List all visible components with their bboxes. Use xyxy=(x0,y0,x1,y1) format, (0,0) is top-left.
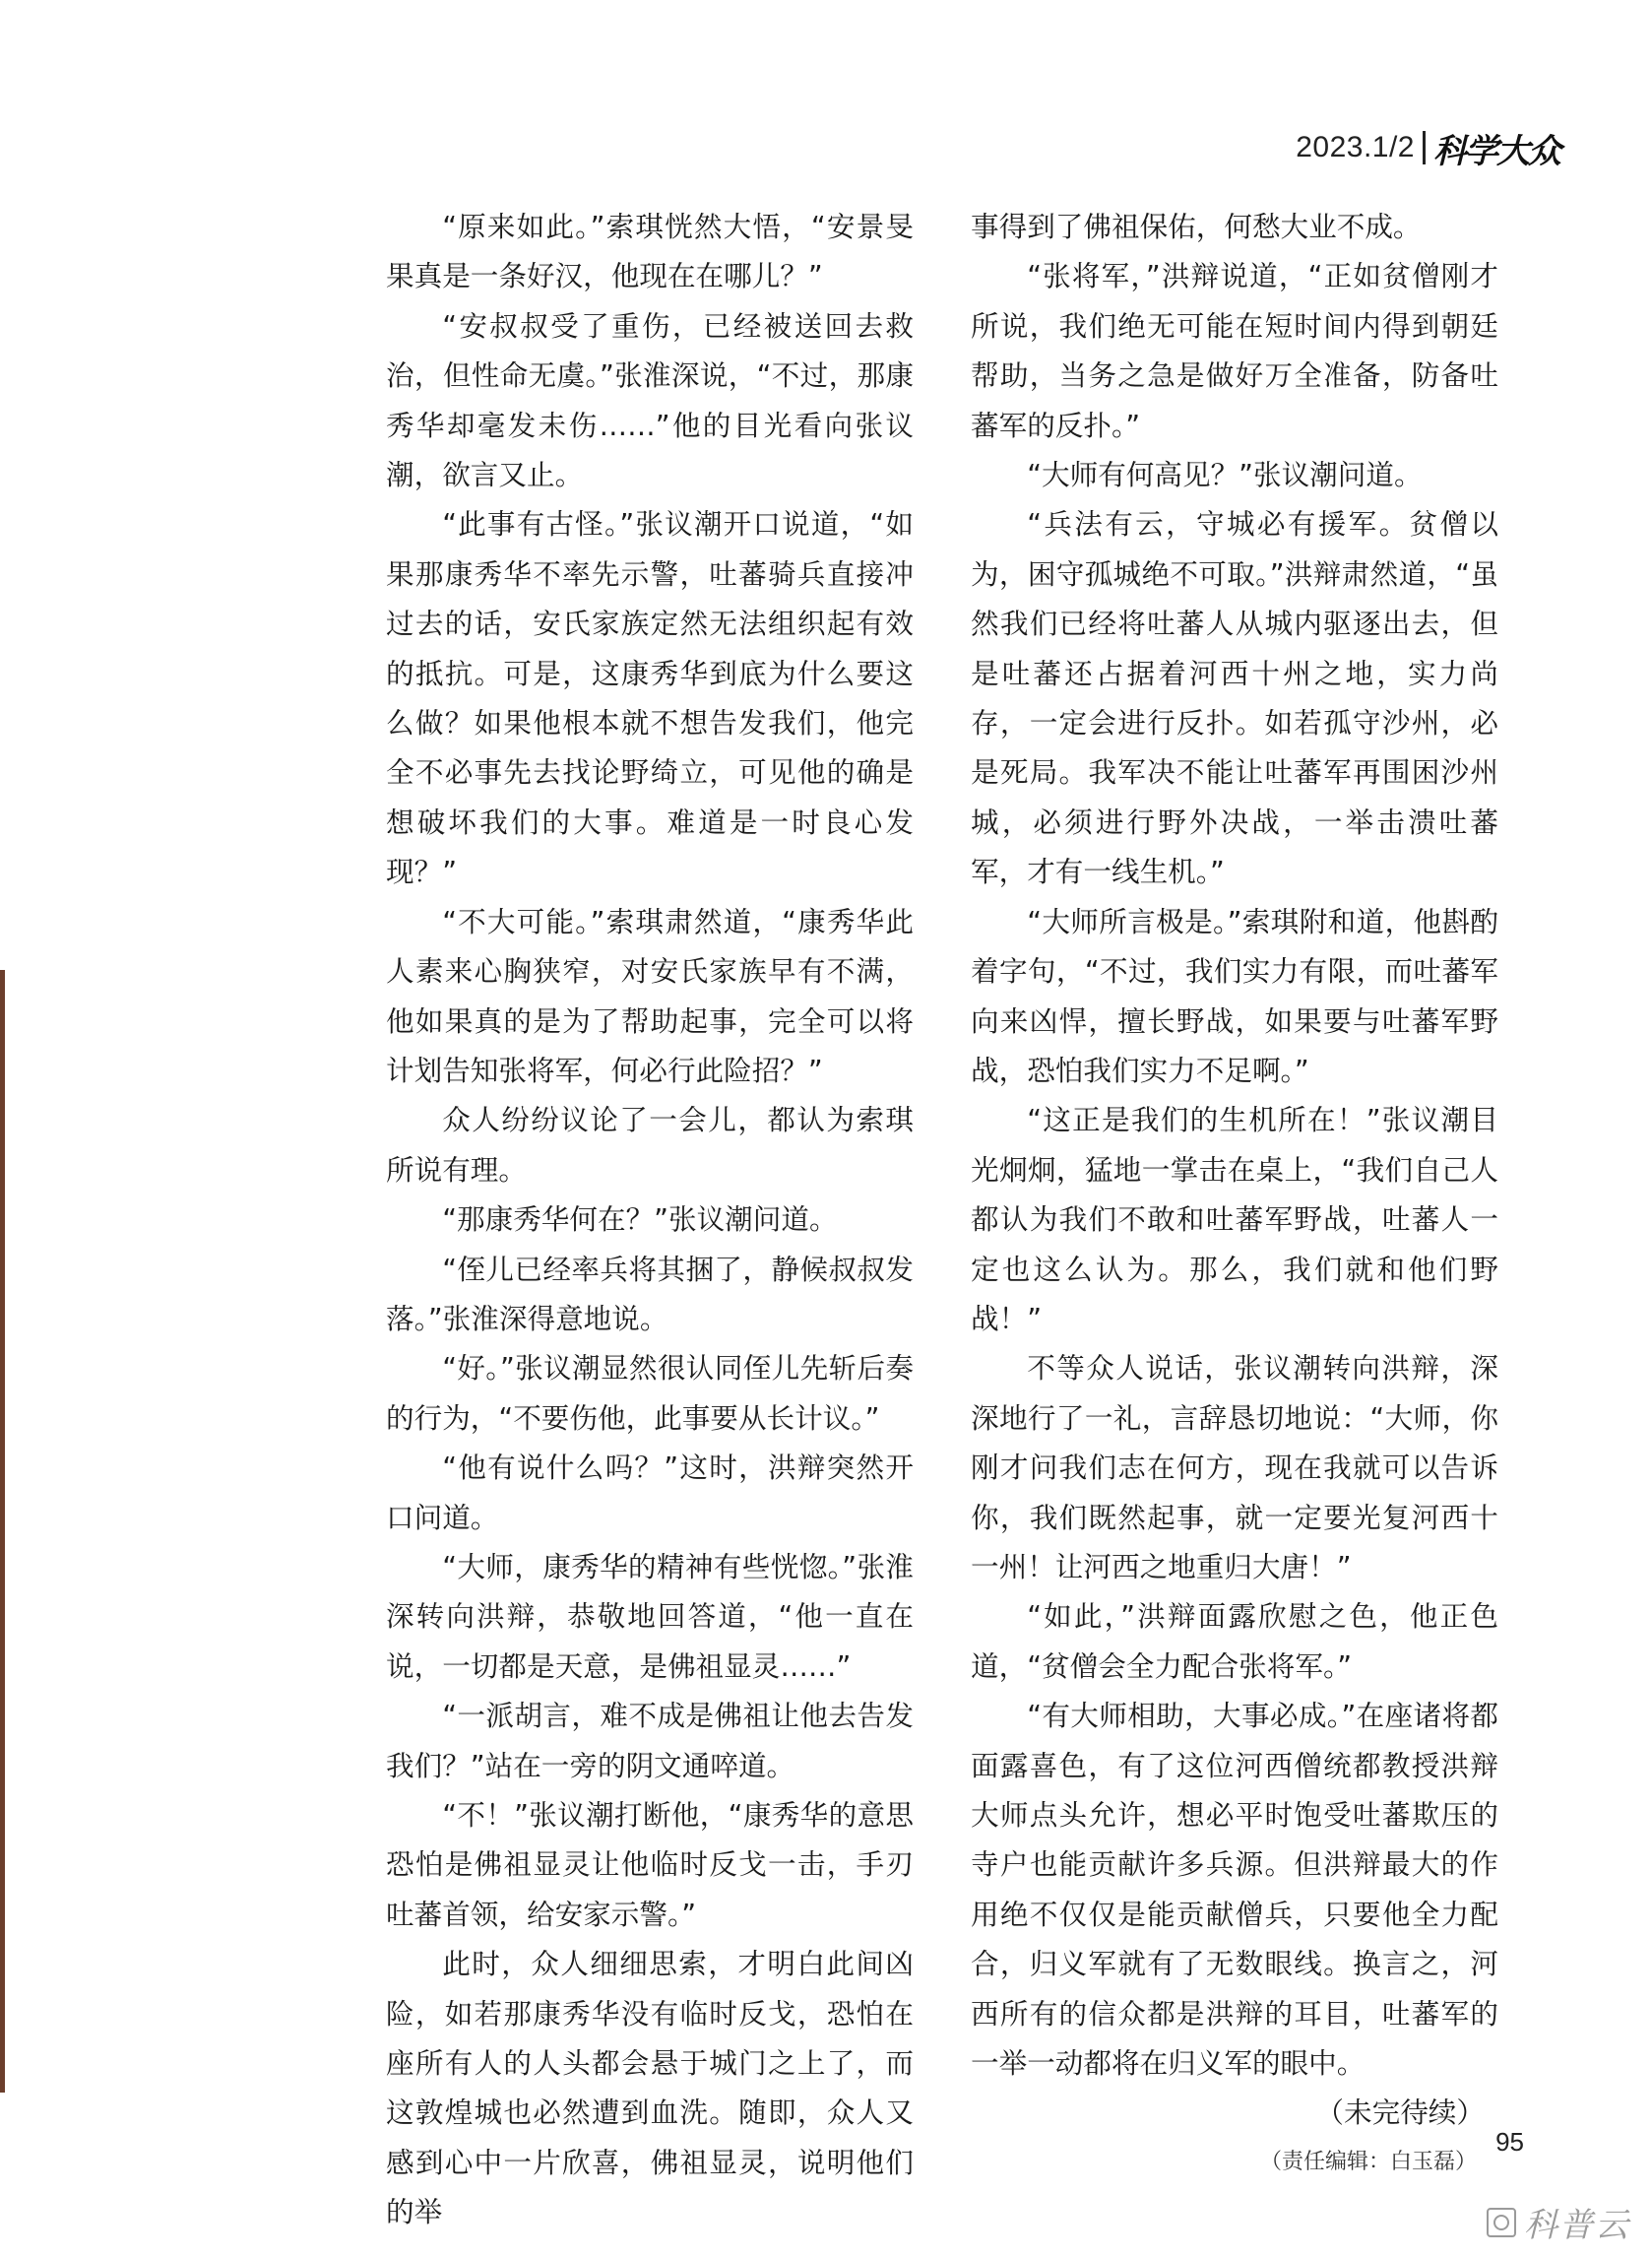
header-divider xyxy=(1423,131,1426,164)
paragraph: 不等众人说话，张议潮转向洪辩，深深地行了一礼，言辞恳切地说：“大师，你刚才问我们志在何方，现在我就可以告诉你，我们既然起事，就一定要光复河西十一州！让河西之地重归大唐！” xyxy=(971,1351,1498,1583)
paragraph: “张将军，”洪辩说道，“正如贫僧刚才所说，我们绝无可能在短时间内得到朝廷帮助，当务之急是做好万全准备，防备吐蕃军的反扑。” xyxy=(971,259,1498,442)
page-number: 95 xyxy=(1495,2127,1524,2157)
right-text-column xyxy=(971,202,1498,2187)
editor-credit: （责任编辑：白玉磊） xyxy=(1259,2149,1477,2174)
paragraph: “这正是我们的生机所在！”张议潮目光炯炯，猛地一掌击在桌上，“我们自己人都认为我们不敢和吐蕃军野战，吐蕃人一定也这么认为。那么，我们就和他们野战！” xyxy=(971,1103,1498,1335)
paragraph: 此时，众人细细思索，才明白此间凶险，如若那康秀华没有临时反戈，恐怕在座所有人的人头都会悬于城门之上了，而这敦煌城也必然遭到血洗。随即，众人又感到心中一片欣喜，佛祖显灵，说明他们的举 xyxy=(386,1947,914,2229)
paragraph: “大师有何高见？”张议潮问道。 xyxy=(1027,458,1423,492)
paragraph: “侄儿已经率兵将其捆了，静候叔叔发落。”张淮深得意地说。 xyxy=(386,1252,914,1335)
paragraph: “原来如此。”索琪恍然大悟，“安景旻果真是一条好汉，他现在在哪儿？” xyxy=(386,210,914,293)
paragraph: “不大可能。”索琪肃然道，“康秀华此人素来心胸狭窄，对安氏家族早有不满，他如果真的是为了帮助起事，完全可以将计划告知张将军，何必行此险招？” xyxy=(386,904,914,1087)
paragraph: “如此，”洪辩面露欣慰之色，他正色道，“贫僧会全力配合张将军。” xyxy=(971,1599,1498,1683)
paragraph: “安叔叔受了重伤，已经被送回去救治，但性命无虞。”张淮深说，“不过，那康秀华却毫发未伤……”他的目光看向张议潮，欲言又止。 xyxy=(386,308,914,492)
paragraph: 众人纷纷议论了一会儿，都认为索琪所说有理。 xyxy=(386,1103,914,1187)
to-be-continued: （未完待续） xyxy=(1315,2096,1485,2130)
left-text-column xyxy=(386,202,914,2237)
paragraph: “大师，康秀华的精神有些恍惚。”张淮深转向洪辩，恭敬地回答道，“他一直在说，一切都是天意，是佛祖显灵……” xyxy=(386,1549,914,1683)
magazine-logo: 科学大众 xyxy=(1433,131,1559,171)
paragraph: “那康秀华何在？”张议潮问道。 xyxy=(442,1202,838,1237)
paragraph: “此事有古怪。”张议潮开口说道，“如果那康秀华不率先示警，吐蕃骑兵直接冲过去的话，安氏家族定然无法组织起有效的抵抗。可是，这康秀华到底为什么要这么做？如果他根本就不想告发我们，他完全不必事先去找论野绮立，可见他的确是想破坏我们的大事。难道是一时良心发现？” xyxy=(386,507,914,889)
watermark xyxy=(1487,2198,1630,2246)
left-edge-bar xyxy=(0,970,5,2093)
paragraph: “兵法有云，守城必有援军。贫僧以为，困守孤城绝不可取。”洪辩肃然道，“虽然我们已经将吐蕃人从城内驱逐出去，但是吐蕃还占据着河西十州之地，实力尚存，一定会进行反扑。如若孤守沙州，必是死局。我军决不能让吐蕃军再围困沙州城，必须进行野外决战，一举击溃吐蕃军，才有一线生机。” xyxy=(971,507,1498,889)
paragraph: “好。”张议潮显然很认同侄儿先斩后奏的行为，“不要伤他，此事要从长计议。” xyxy=(386,1351,914,1435)
paragraph: “不！”张议潮打断他，“康秀华的意思恐怕是佛祖显灵让他临时反戈一击，手刃吐蕃首领，给安家示警。” xyxy=(386,1798,914,1931)
page-header xyxy=(1296,126,1559,169)
paragraph: “他有说什么吗？”这时，洪辩突然开口问道。 xyxy=(386,1451,914,1534)
issue-date: 2023.1/2 xyxy=(1296,131,1415,163)
paragraph: “一派胡言，难不成是佛祖让他去告发我们？”站在一旁的阴文通啐道。 xyxy=(386,1699,914,1782)
paragraph: “大师所言极是。”索琪附和道，他斟酌着字句，“不过，我们实力有限，而吐蕃军向来凶悍，擅长野战，如果要与吐蕃军野战，恐怕我们实力不足啊。” xyxy=(971,904,1498,1087)
paragraph: 事得到了佛祖保佑，何愁大业不成。 xyxy=(971,210,1422,243)
paragraph: “有大师相助，大事必成。”在座诸将都面露喜色，有了这位河西僧统都教授洪辩大师点头允许，想必平时饱受吐蕃欺压的寺户也能贡献许多兵源。但洪辩最大的作用绝不仅仅是能贡献僧兵，只要他全力配合，归义军就有了无数眼线。换言之，河西所有的信众都是洪辩的耳目，吐蕃军的一举一动都将在归义军的眼中。 xyxy=(971,1699,1498,2081)
watermark-text: 科普云 xyxy=(1524,2206,1630,2245)
kepuyun-logo-icon xyxy=(1487,2208,1516,2237)
